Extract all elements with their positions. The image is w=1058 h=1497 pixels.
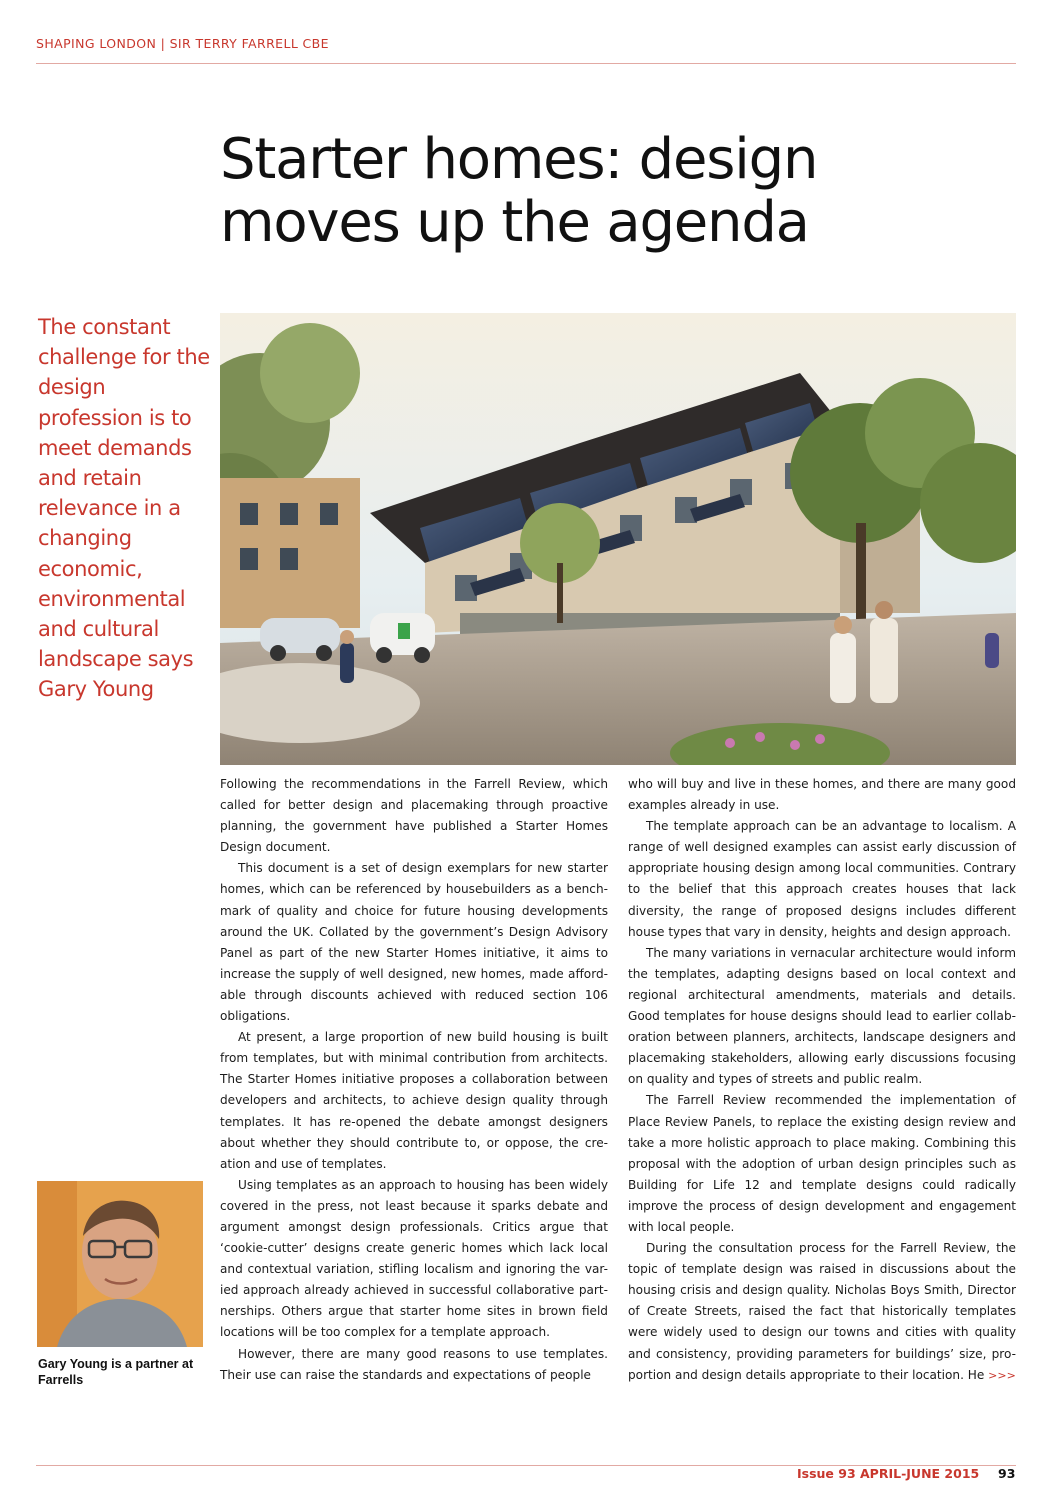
page-number: 93 [998, 1466, 1016, 1481]
housing-scene-image [220, 313, 1016, 765]
article-title [220, 128, 1020, 254]
author-portrait [37, 1181, 203, 1347]
title-line-2: moves up the agenda [220, 190, 809, 255]
title-line-1: Starter homes: design [220, 127, 818, 192]
body-column-left [220, 774, 608, 1386]
issue-label: Issue 93 APRIL-JUNE 2015 [797, 1466, 980, 1481]
body-paragraph [628, 1238, 1016, 1386]
continued-marker: >>> [988, 1368, 1016, 1382]
body-paragraph: Following the recommendations in the Farrell Review, which called for better design and placemaking through proactive planning, the government have published a Starter Homes Design document. [220, 777, 608, 855]
body-paragraph: At present, a large proportion of new build housing is built from templates, but with minimal contribution from architects. The Starter Homes initiative proposes a collaboration between developers and architects, to achieve design quality through templates. It has re-opened the debate amongst designers about whether they should contribute to, or oppose, the cre-ation and use of templates. [220, 1030, 608, 1171]
body-paragraph: The many variations in vernacular architecture would inform the templates, adapting designs based on local context and regional architectural amendments, materials and details. Good templates for house designs should lead to earlier collab-oration between planners, architects, landscape designers and placemaking stakeholders, allowing early discussions focusing on quality and types of streets and public realm. [628, 945, 1016, 1087]
section-header: SHAPING LONDON | SIR TERRY FARRELL CBE [36, 36, 329, 51]
body-paragraph: who will buy and live in these homes, and there are many good examples already in use. [628, 777, 1016, 813]
body-column-right [628, 774, 1016, 1386]
body-paragraph: Using templates as an approach to housing has been widely covered in the press, not least because it sparks debate and argument amongst design professionals. Critics argue that ‘cookie-cutter’ designs create generic homes which lack local and contextual variation, stifling localism and ignoring the var-ied approach already achieved in successful collaborative part-nerships. Others argue that starter home sites in brown field locations will be too complex for a template approach. [220, 1177, 608, 1340]
author-photo-image [37, 1181, 203, 1347]
body-paragraph: This document is a set of design exemplars for new starter homes, which can be referenced by housebuilders as a bench-mark of quality and choice for future housing developments around the UK. Collated by the government’s Design Advisory Panel as part of the new Starter Homes initiative, it aims to increase the supply of well designed, new homes, made afford-able through discounts achieved with reduced section 106 obligations. [220, 861, 608, 1024]
body-paragraph: However, there are many good reasons to use templates. Their use can raise the standards and expectations of people [220, 1346, 608, 1382]
body-paragraph: The Farrell Review recommended the implementation of Place Review Panels, to replace the existing design review and take a more holistic approach to place making. Combining this proposal with the adoption of urban design principles such as Building for Life 12 and template designs could radically improve the process of design development and engagement with local people. [628, 1093, 1016, 1234]
portrait-caption: Gary Young is a partner at Farrells [38, 1357, 194, 1387]
body-paragraph: The template approach can be an advantage to localism. A range of well designed examples can assist early discussion of appropriate housing design among local communities. Contrary to the belief that this approach creates houses that lack diversity, the range of proposed designs includes different house types that vary in density, heights and design approach. [628, 819, 1016, 939]
body-paragraph-text: During the consultation process for the Farrell Review, the topic of template design was raised in discussions about the housing crisis and design quality. Nicholas Boys Smith, Director of Create Streets, raised the fact that historically templates were widely used to design our towns and cities with quality and consistency, providing parameters for buildings’ size, pro-portion and design details appropriate to their location. He [628, 1241, 1016, 1382]
pull-quote: The constant challenge for the design profession is to meet demands and retain relevance in a changing economic, environmental and cultural landscape says Gary Young [38, 315, 210, 702]
header-divider [36, 63, 1016, 64]
hero-illustration [220, 313, 1016, 765]
